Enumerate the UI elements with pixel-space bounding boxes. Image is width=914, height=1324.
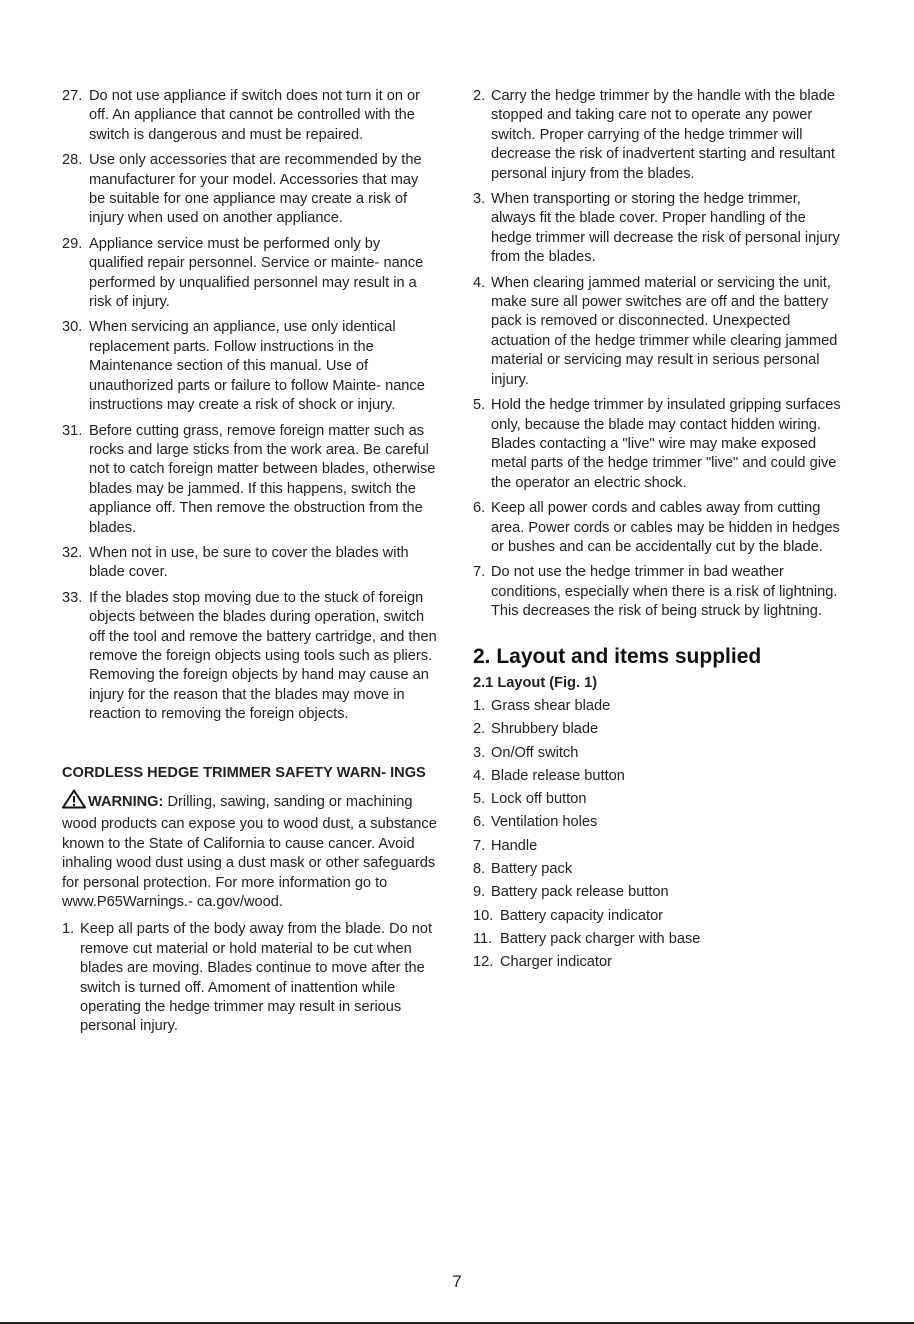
part-name: Blade release button (491, 767, 625, 784)
item-text: When transporting or storing the hedge trimmer, always fit the blade cover. Proper handling of the hedge trimmer will decrease the risk of personal injury from the blades. (491, 191, 840, 266)
warning-text: Drilling, sawing, sanding or machining wood products can expose you to wood dust, a substance known to the State of California to cause cancer. Avoid inhaling wood dust using a dust mask or other safeguards for personal protection. For more information go to www.P65Warnings.- ca.gov/wood. (62, 794, 437, 911)
parts-list-item (473, 697, 849, 716)
part-number: 6. (473, 814, 486, 831)
item-text: Hold the hedge trimmer by insulated gripping surfaces only, because the blade may contact hidden wiring. Blades contacting a "live" wire may make exposed metal parts of the hedge trimmer "live" and could give the operator an electric shock. (491, 397, 841, 491)
list-item (62, 920, 438, 1036)
list-item (473, 563, 849, 621)
parts-list (473, 697, 849, 973)
cordless-safety-heading: CORDLESS HEDGE TRIMMER SAFETY WARN- INGS (62, 764, 426, 781)
list-item (473, 87, 849, 184)
section-title: 2. Layout and items supplied (473, 644, 762, 668)
item-text: Do not use appliance if switch does not turn it on or off. An appliance that cannot be controlled with the switch is dangerous and must be repaired. (89, 88, 420, 143)
part-number: 7. (473, 837, 486, 854)
list-item (62, 422, 438, 538)
item-text: Appliance service must be performed only by qualified repair personnel. Service or mainte- nance performed by unqualified personnel may result in a risk of injury. (89, 235, 424, 311)
parts-list-item (473, 837, 849, 856)
part-name: Lock off button (491, 791, 587, 808)
left-column (62, 87, 438, 1043)
item-number: 33. (62, 589, 83, 606)
prop65-warning (62, 789, 438, 912)
item-text: Carry the hedge trimmer by the handle with the blade stopped and taking care not to operate any power switch. Proper carrying of the hedge trimmer will decrease the risk of inadvertent starting and resultant personal injury from the blades. (491, 88, 835, 182)
part-name: Ventilation holes (491, 814, 598, 831)
list-item (62, 589, 438, 725)
parts-list-item (473, 790, 849, 809)
page-number: 7 (452, 1272, 462, 1291)
parts-list-item (473, 907, 849, 926)
item-number: 2. (473, 88, 486, 104)
part-name: Handle (491, 837, 538, 854)
list-item (62, 87, 438, 145)
part-number: 9. (473, 884, 486, 901)
item-text: Do not use the hedge trimmer in bad weather conditions, especially when there is a risk of lightning. This decreases the risk of being struck by lightning. (491, 564, 838, 620)
list-item (62, 151, 438, 229)
part-name: Charger indicator (500, 954, 612, 971)
item-number: 32. (62, 544, 83, 561)
part-name: On/Off switch (491, 744, 579, 761)
item-number: 30. (62, 319, 83, 336)
item-text: When servicing an appliance, use only identical replacement parts. Follow instructions in the Maintenance section of this manual. Use of unauthorized parts or failure to follow Mainte- nance instructions may create a risk of shock or injury. (89, 319, 425, 414)
item-number: 5. (473, 397, 486, 414)
item-text: If the blades stop moving due to the stuck of foreign objects between the blades during operation, switch off the tool and remove the battery cartridge, and then remove the foreign objects using tools such as pliers. Removing the foreign objects by hand may cause an injury for the reason that the blades may move in reaction to removing the foreign objects. (89, 589, 437, 723)
part-name: Shrubbery blade (491, 721, 599, 738)
part-number: 1. (473, 697, 486, 714)
parts-list-item (473, 883, 849, 902)
list-item (473, 274, 849, 390)
item-number: 29. (62, 235, 83, 252)
list-item (473, 396, 849, 493)
part-number: 3. (473, 744, 486, 761)
part-number: 4. (473, 767, 486, 784)
item-number: 31. (62, 422, 83, 439)
item-number: 1. (62, 921, 75, 938)
part-number: 8. (473, 861, 486, 878)
item-text: Before cutting grass, remove foreign matter such as rocks and large sticks from the work area. Be careful not to catch foreign matter between blades, otherwise blades may be jammed. If this happens, switch the appliance off. Then remove the obstruction from the blades. (89, 422, 436, 536)
parts-list-item (473, 813, 849, 832)
parts-list-item (473, 720, 849, 739)
item-number: 7. (473, 564, 486, 581)
item-number: 4. (473, 274, 486, 291)
warning-triangle-icon (62, 789, 86, 815)
parts-list-item (473, 744, 849, 763)
parts-list-item (473, 767, 849, 786)
list-item (473, 499, 849, 557)
part-number: 2. (473, 721, 486, 738)
parts-list-item (473, 860, 849, 879)
warning-label: WARNING: (88, 794, 164, 810)
right-column (473, 87, 849, 977)
hedge-trimmer-safety-list (62, 920, 438, 1036)
item-number: 28. (62, 152, 83, 169)
part-name: Battery pack (491, 861, 573, 878)
list-item (473, 190, 849, 268)
item-text: Keep all power cords and cables away from cutting area. Power cords or cables may be hidden in hedges or bushes and can be accidentally cut by the blade. (491, 500, 840, 555)
item-text: When clearing jammed material or servicing the unit, make sure all power switches are off and the battery pack is removed or disconnected. Unexpected actuation of the hedge trimmer while clearing jammed material or servicing may result in serious personal injury. (491, 274, 838, 388)
item-text: When not in use, be sure to cover the blades with blade cover. (89, 544, 409, 581)
parts-list-item (473, 953, 849, 972)
item-text: Keep all parts of the body away from the blade. Do not remove cut material or hold material to be cut when blades are moving. Blades continue to move after the switch is turned off. Amoment of inattention while operating the hedge trimmer may result in serious personal injury. (80, 921, 433, 1035)
part-number: 5. (473, 791, 486, 808)
subsection-title: 2.1 Layout (Fig. 1) (473, 674, 598, 691)
part-name: Battery pack charger with base (500, 930, 701, 947)
item-number: 27. (62, 88, 83, 104)
part-number: 12. (473, 954, 494, 971)
part-number: 11. (473, 930, 493, 947)
part-name: Grass shear blade (491, 697, 611, 714)
list-item (62, 235, 438, 313)
part-name: Battery pack release button (491, 884, 669, 901)
safety-list-right (473, 87, 849, 622)
safety-list-left (62, 87, 438, 725)
parts-list-item (473, 930, 849, 949)
item-text: Use only accessories that are recommended by the manufacturer for your model. Accessories that may be suitable for one appliance may create a risk of injury when used on another appliance. (89, 152, 422, 227)
item-number: 3. (473, 191, 486, 208)
item-number: 6. (473, 500, 486, 517)
list-item (62, 318, 438, 415)
part-name: Battery capacity indicator (500, 907, 664, 924)
list-item (62, 544, 438, 583)
part-number: 10. (473, 907, 494, 924)
